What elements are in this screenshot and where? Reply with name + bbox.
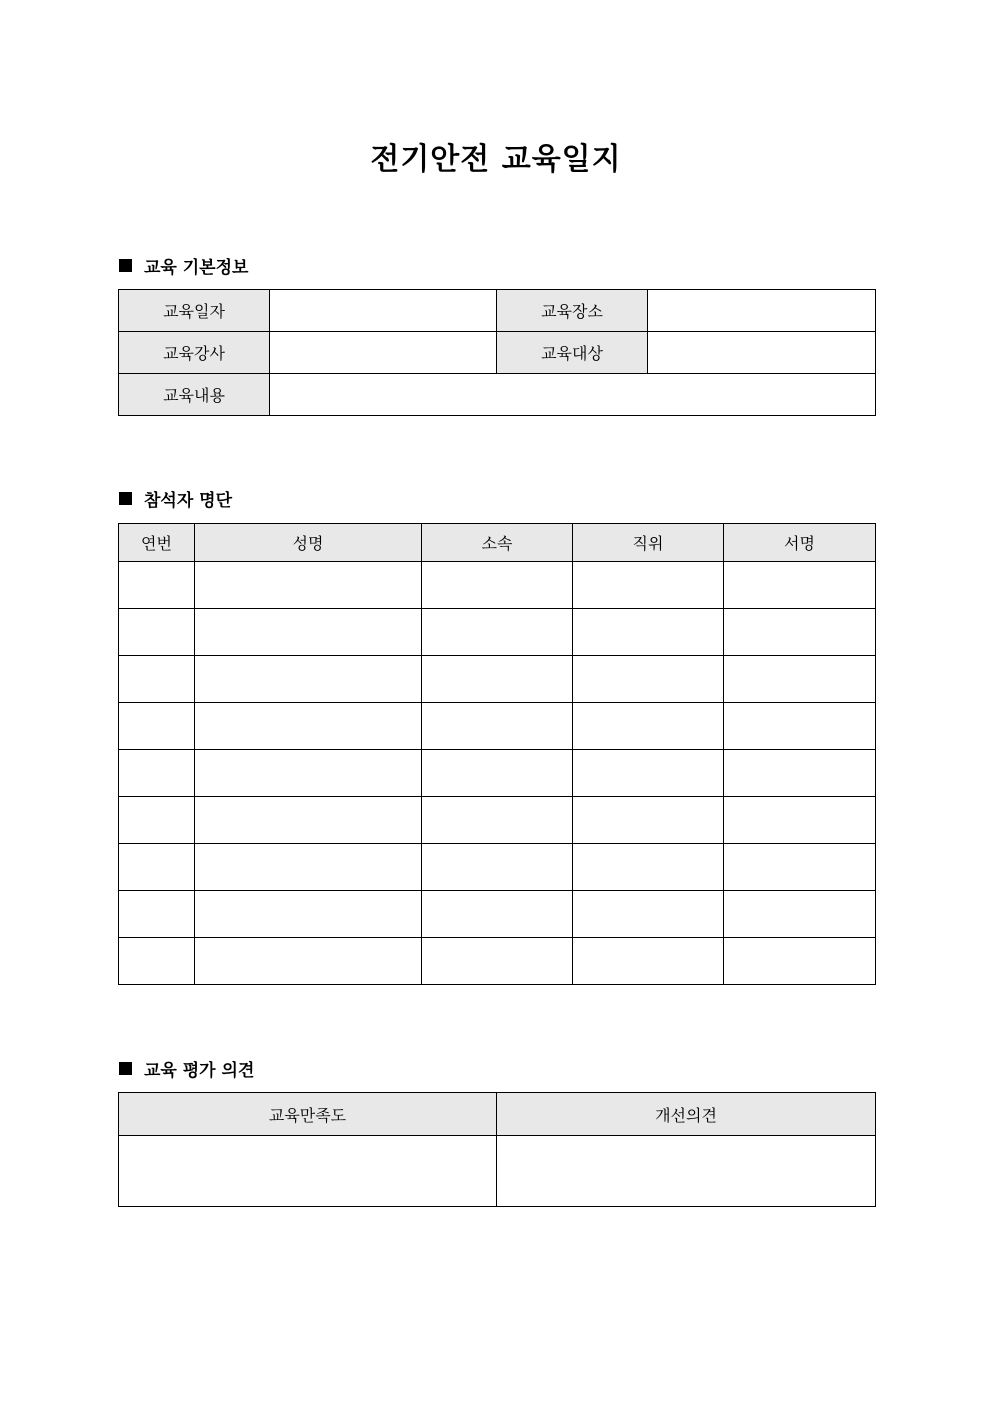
cell-signature[interactable]	[724, 656, 876, 703]
cell-no[interactable]	[119, 844, 195, 891]
attendee-table	[118, 523, 876, 985]
square-bullet-icon	[119, 259, 132, 272]
cell-signature[interactable]	[724, 750, 876, 797]
cell-position[interactable]	[573, 797, 724, 844]
cell-affiliation[interactable]	[422, 891, 573, 938]
cell-affiliation[interactable]	[422, 609, 573, 656]
cell-name[interactable]	[195, 562, 422, 609]
square-bullet-icon	[119, 492, 132, 505]
table-row	[119, 891, 876, 938]
square-bullet-icon	[119, 1062, 132, 1075]
cell-affiliation[interactable]	[422, 656, 573, 703]
cell-position[interactable]	[573, 562, 724, 609]
cell-affiliation[interactable]	[422, 562, 573, 609]
table-row	[119, 938, 876, 985]
section-heading-basic	[119, 253, 248, 278]
col-header-affiliation: 소속	[422, 524, 573, 562]
cell-signature[interactable]	[724, 703, 876, 750]
cell-name[interactable]	[195, 891, 422, 938]
label-instructor: 교육강사	[119, 332, 270, 374]
cell-signature[interactable]	[724, 797, 876, 844]
cell-name[interactable]	[195, 656, 422, 703]
col-header-improvement: 개선의견	[497, 1093, 876, 1136]
field-satisfaction[interactable]	[119, 1136, 497, 1207]
cell-no[interactable]	[119, 562, 195, 609]
table-row	[119, 844, 876, 891]
cell-name[interactable]	[195, 797, 422, 844]
table-row	[119, 562, 876, 609]
label-date: 교육일자	[119, 290, 270, 332]
label-place: 교육장소	[497, 290, 648, 332]
cell-signature[interactable]	[724, 844, 876, 891]
cell-signature[interactable]	[724, 609, 876, 656]
section-heading-basic-text: 교육 기본정보	[144, 258, 249, 278]
table-row	[119, 656, 876, 703]
cell-affiliation[interactable]	[422, 797, 573, 844]
cell-no[interactable]	[119, 609, 195, 656]
field-place[interactable]	[648, 290, 876, 332]
evaluation-table	[118, 1092, 876, 1207]
table-row	[119, 750, 876, 797]
field-improvement[interactable]	[497, 1136, 876, 1207]
section-heading-attendees	[119, 486, 232, 511]
cell-affiliation[interactable]	[422, 844, 573, 891]
section-heading-attendees-text: 참석자 명단	[144, 491, 233, 511]
cell-name[interactable]	[195, 609, 422, 656]
cell-position[interactable]	[573, 656, 724, 703]
attendee-header-row	[119, 524, 876, 562]
cell-no[interactable]	[119, 938, 195, 985]
col-header-no: 연번	[119, 524, 195, 562]
cell-signature[interactable]	[724, 562, 876, 609]
cell-position[interactable]	[573, 891, 724, 938]
cell-name[interactable]	[195, 938, 422, 985]
table-row	[119, 797, 876, 844]
cell-position[interactable]	[573, 703, 724, 750]
col-header-position: 직위	[573, 524, 724, 562]
table-row	[119, 703, 876, 750]
table-row	[119, 609, 876, 656]
cell-no[interactable]	[119, 656, 195, 703]
cell-signature[interactable]	[724, 938, 876, 985]
col-header-signature: 서명	[724, 524, 876, 562]
field-date[interactable]	[270, 290, 497, 332]
cell-position[interactable]	[573, 609, 724, 656]
cell-position[interactable]	[573, 750, 724, 797]
cell-no[interactable]	[119, 797, 195, 844]
basic-info-table	[118, 289, 876, 416]
page-title: 전기안전 교육일지	[370, 142, 622, 177]
label-target: 교육대상	[497, 332, 648, 374]
cell-name[interactable]	[195, 750, 422, 797]
cell-no[interactable]	[119, 703, 195, 750]
label-content: 교육내용	[119, 374, 270, 416]
cell-affiliation[interactable]	[422, 750, 573, 797]
cell-no[interactable]	[119, 891, 195, 938]
cell-affiliation[interactable]	[422, 703, 573, 750]
cell-affiliation[interactable]	[422, 938, 573, 985]
cell-signature[interactable]	[724, 891, 876, 938]
section-heading-evaluation-text: 교육 평가 의견	[144, 1061, 255, 1081]
field-instructor[interactable]	[270, 332, 497, 374]
section-heading-evaluation	[119, 1056, 254, 1081]
cell-no[interactable]	[119, 750, 195, 797]
field-target[interactable]	[648, 332, 876, 374]
cell-position[interactable]	[573, 938, 724, 985]
cell-name[interactable]	[195, 844, 422, 891]
col-header-satisfaction: 교육만족도	[119, 1093, 497, 1136]
cell-position[interactable]	[573, 844, 724, 891]
field-content[interactable]	[270, 374, 876, 416]
cell-name[interactable]	[195, 703, 422, 750]
col-header-name: 성명	[195, 524, 422, 562]
